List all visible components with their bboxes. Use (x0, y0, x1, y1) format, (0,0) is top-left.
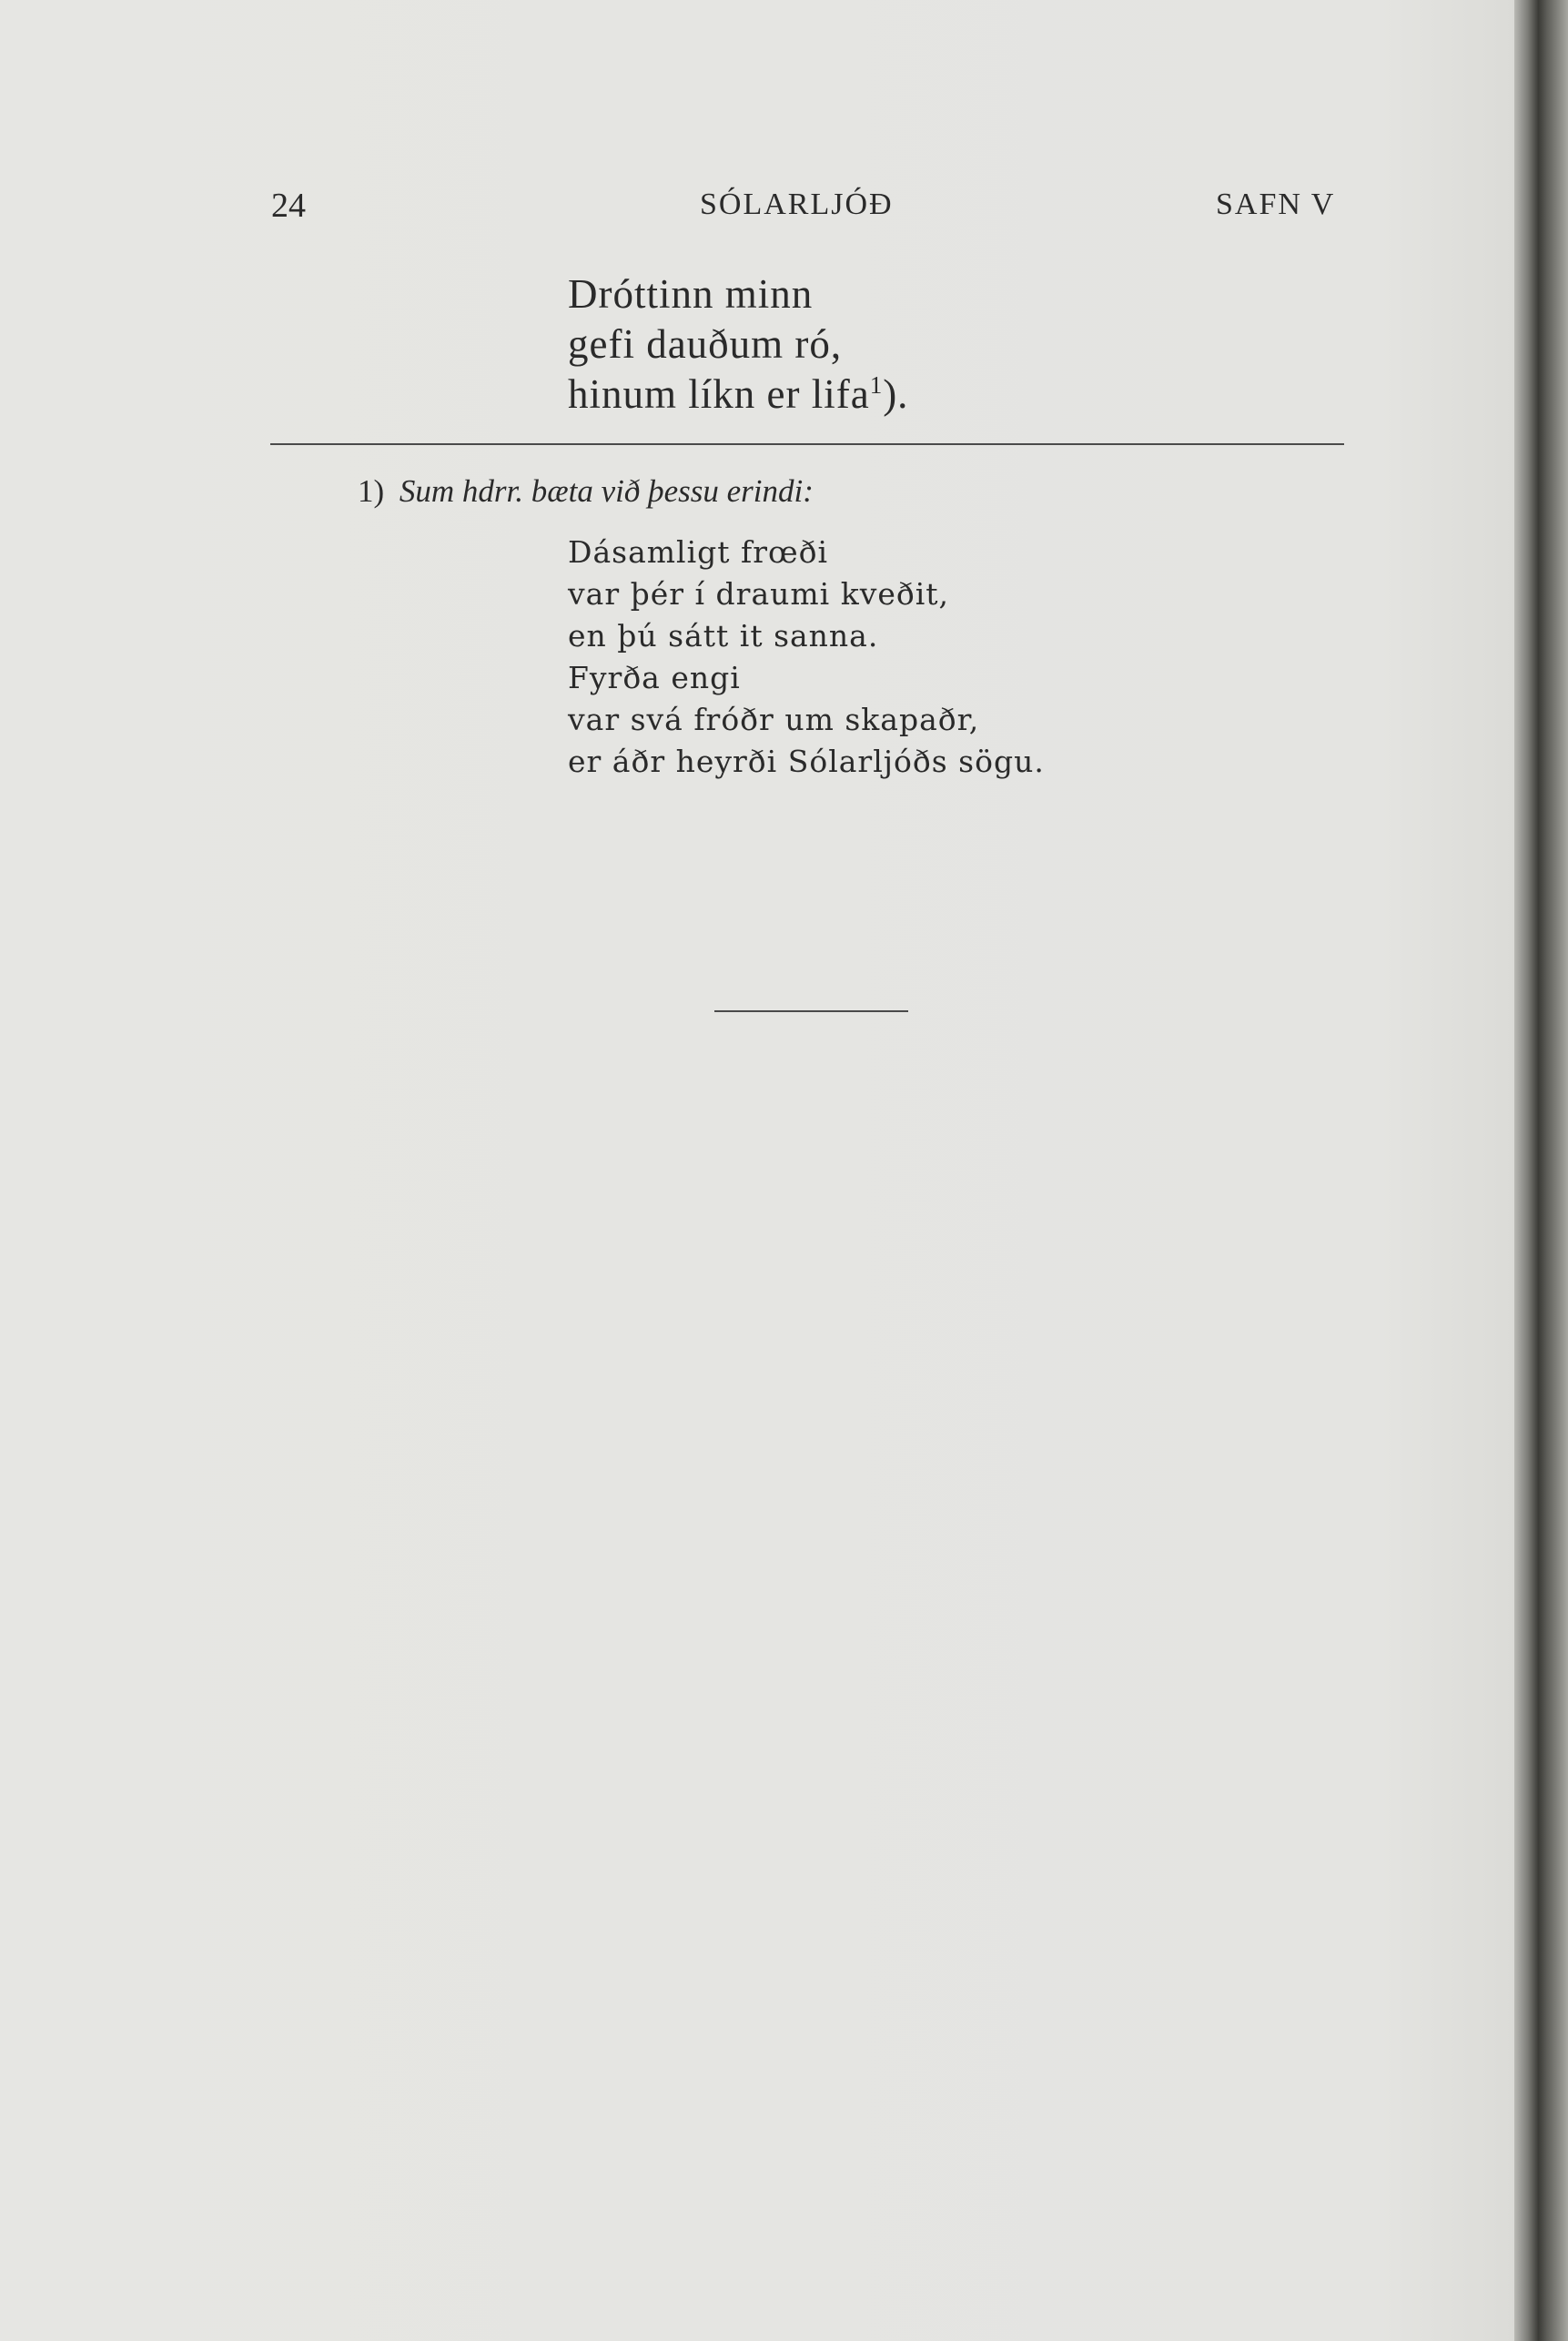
footnote (358, 473, 814, 510)
running-volume: SAFN V (1216, 187, 1336, 221)
book-spine-shadow (1514, 0, 1568, 2341)
footnote-verse-line: var þér í draumi kveðit, (568, 576, 950, 612)
footnote-divider (270, 443, 1344, 445)
stanza-line-end: ). (883, 371, 909, 417)
poem-stanza (568, 269, 908, 420)
stanza-line-text: hinum líkn er lifa (568, 371, 870, 417)
running-title: SÓLARLJÓÐ (700, 187, 894, 221)
footnote-reference: 1 (869, 371, 884, 399)
footnote-verse-line: var svá fróðr um skapaðr, (568, 702, 980, 737)
footnote-intro-text: Sum hdrr. bæta við þessu erindi: (399, 473, 814, 509)
end-divider (714, 1010, 908, 1012)
running-head (0, 186, 1568, 231)
stanza-line: Dróttinn minn (568, 271, 814, 317)
footnote-verse-line: en þú sátt it sanna. (568, 618, 879, 654)
page-number: 24 (271, 187, 306, 225)
stanza-line-with-footnote (568, 370, 908, 420)
footnote-marker: 1) (358, 473, 385, 509)
footnote-verse-line: Dásamligt frœði (568, 534, 829, 570)
footnote-verse (568, 532, 1045, 783)
footnote-verse-line: er áðr heyrði Sólarljóðs sögu. (568, 744, 1045, 779)
footnote-verse-line: Fyrða engi (568, 660, 741, 695)
stanza-line: gefi dauðum ró, (568, 321, 843, 367)
